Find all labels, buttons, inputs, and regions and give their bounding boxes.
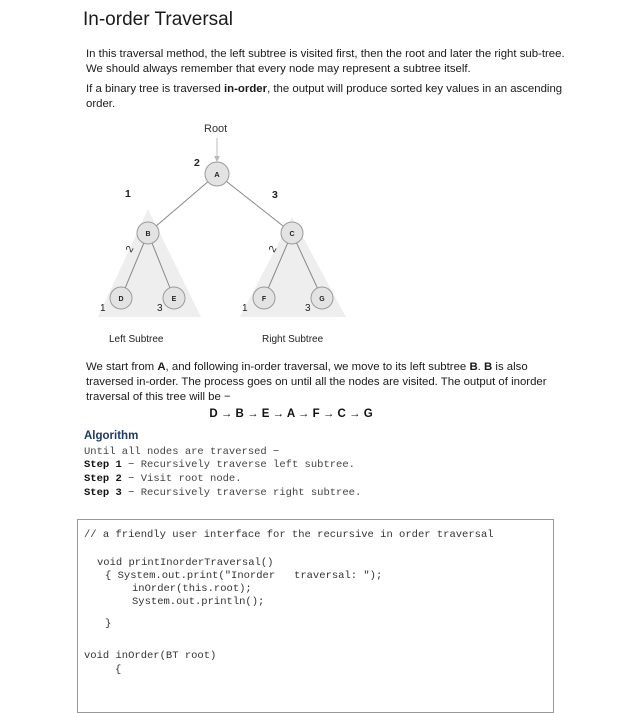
order-mark-g: 3	[305, 303, 311, 314]
step-3-label: Step 3	[84, 487, 122, 499]
code-line-3: inOrder(this.root);	[132, 583, 252, 595]
algorithm-step-1	[84, 459, 355, 471]
node-a	[205, 162, 229, 186]
node-f-label: F	[261, 296, 267, 303]
code-snippet-box	[77, 519, 554, 713]
order-mark-b: 2	[124, 244, 137, 255]
node-d	[110, 287, 132, 309]
explanation-bold-3: B	[484, 361, 493, 373]
intro-paragraph: In this traversal method, the left subtree is visited first, then the root and later the right sub-tree. We should always remember that every node may represent a subtree itself.	[86, 48, 565, 75]
node-c	[281, 222, 303, 244]
algorithm-heading: Algorithm	[84, 430, 139, 442]
step-1-text: − Recursively traverse left subtree.	[121, 459, 355, 471]
explanation-paragraph	[86, 360, 566, 405]
node-b	[137, 222, 159, 244]
node-g	[311, 287, 333, 309]
code-comment: // a friendly user interface for the recursive in order traversal	[84, 529, 494, 541]
code-line-4: System.out.println();	[132, 596, 265, 608]
algorithm-step-3	[84, 487, 361, 499]
order-mark-d: 1	[100, 303, 106, 314]
order-mark-left-edge: 1	[125, 188, 131, 200]
algorithm-step-2	[84, 473, 242, 485]
node-d-label: D	[118, 296, 124, 303]
right-subtree-label: Right Subtree	[262, 334, 324, 345]
node-f	[253, 287, 275, 309]
order-mark-right-edge: 3	[272, 189, 278, 201]
explanation-text-3: .	[477, 361, 485, 373]
note-bold: in-order	[224, 83, 268, 95]
binary-tree-diagram	[86, 116, 566, 348]
step-1-label: Step 1	[84, 459, 122, 471]
step-2-label: Step 2	[84, 473, 122, 485]
order-mark-c: 2	[267, 244, 280, 255]
root-label: Root	[204, 123, 228, 135]
explanation-bold-2: B	[469, 361, 478, 373]
root-arrow-head	[214, 156, 220, 162]
code-line-6: void inOrder(BT root)	[84, 650, 217, 662]
node-g-label: G	[319, 296, 325, 303]
edge-a-b	[148, 174, 217, 233]
traversal-sequence: D → B → E → A → F → C → G	[209, 408, 373, 420]
explanation-text-4: is also traversed in-order. The process goes on until all the nodes are visited. The output of inorder traversal of this tree will be −	[86, 361, 547, 403]
note-text-before: If a binary tree is traversed	[86, 83, 225, 95]
code-line-1: void printInorderTraversal()	[97, 557, 274, 569]
note-text-after: , the output will produce sorted key values in an ascending order.	[86, 83, 563, 110]
explanation-text-2: , and following in-order traversal, we move to its left subtree	[165, 361, 470, 373]
code-line-5: }	[105, 618, 112, 630]
explanation-bold-1: A	[157, 361, 166, 373]
left-subtree-label: Left Subtree	[109, 334, 164, 345]
node-a-label: A	[214, 170, 220, 179]
step-3-text: − Recursively traverse right subtree.	[121, 487, 362, 499]
order-mark-root: 2	[194, 157, 200, 169]
node-c-label: C	[289, 231, 295, 238]
order-mark-e: 3	[157, 303, 163, 314]
algorithm-intro: Until all nodes are traversed −	[84, 446, 280, 458]
edge-a-c	[217, 174, 292, 233]
code-line-2: { System.out.print("Inorder traversal: ");	[105, 570, 383, 582]
explanation-text-1: We start from	[86, 361, 158, 373]
node-e-label: E	[171, 296, 177, 303]
page-title: In-order Traversal	[83, 9, 233, 30]
order-mark-f: 1	[242, 303, 248, 314]
node-e	[163, 287, 185, 309]
node-b-label: B	[145, 231, 151, 238]
code-line-7: {	[115, 664, 122, 676]
step-2-text: − Visit root node.	[121, 473, 242, 485]
binary-tree-note	[86, 82, 566, 112]
